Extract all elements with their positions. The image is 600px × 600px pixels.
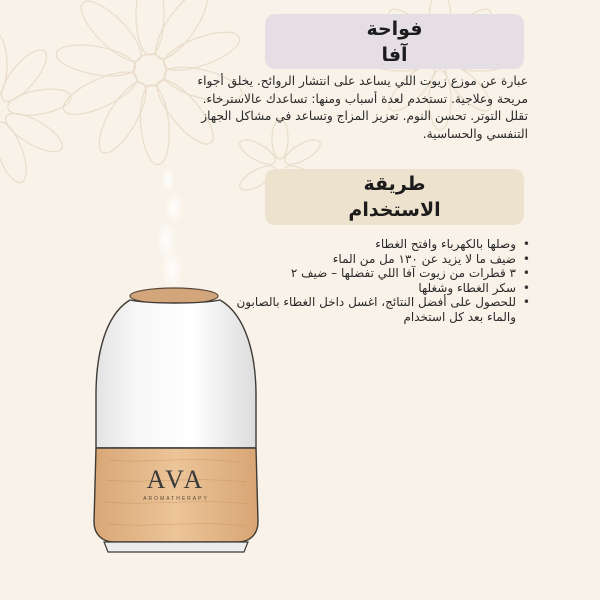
ava-logo-tagline: AROMATHERAPY [143,496,209,502]
usage-title-line2: الاستخدام [348,199,441,221]
product-description: عبارة عن موزع زيوت اللي يساعد على انتشار الروائح. يخلق أجواء مريحة وعلاجية. تستخدم لعدة أسباب ومنها: تساعدك عالاسترخاء. تقلل التوتر. تحسن النوم. تعزيز المزاج وتساعد في مشاكل الجهاز التنفسي والحساسية. [197,74,528,141]
usage-step: • للحصول على أفضل النتائج، اغسل داخل الغطاء بالصابون والماء بعد كل استخدام [230,295,530,324]
steam-mist-icon [156,166,184,292]
usage-title-box [265,169,524,225]
usage-title-line1: طريقة [363,173,426,195]
ava-logo-text: AVA [146,465,206,494]
usage-step: • ضيف ما لا يزيد عن ١٣٠ مل من الماء [230,252,530,267]
product-title-line1: فواحة [366,17,423,40]
product-title-line2: آفا [381,43,408,66]
diffuser-illustration-icon [60,150,300,600]
usage-step: • ٣ قطرات من زيوت آفا اللي تفضلها – ضيف ٢ [230,266,530,281]
usage-step: • وصلها بالكهرباء وافتح الغطاء [230,237,530,252]
product-title-box [265,14,524,69]
usage-step: • سكر الغطاء وشغلها [230,281,530,296]
